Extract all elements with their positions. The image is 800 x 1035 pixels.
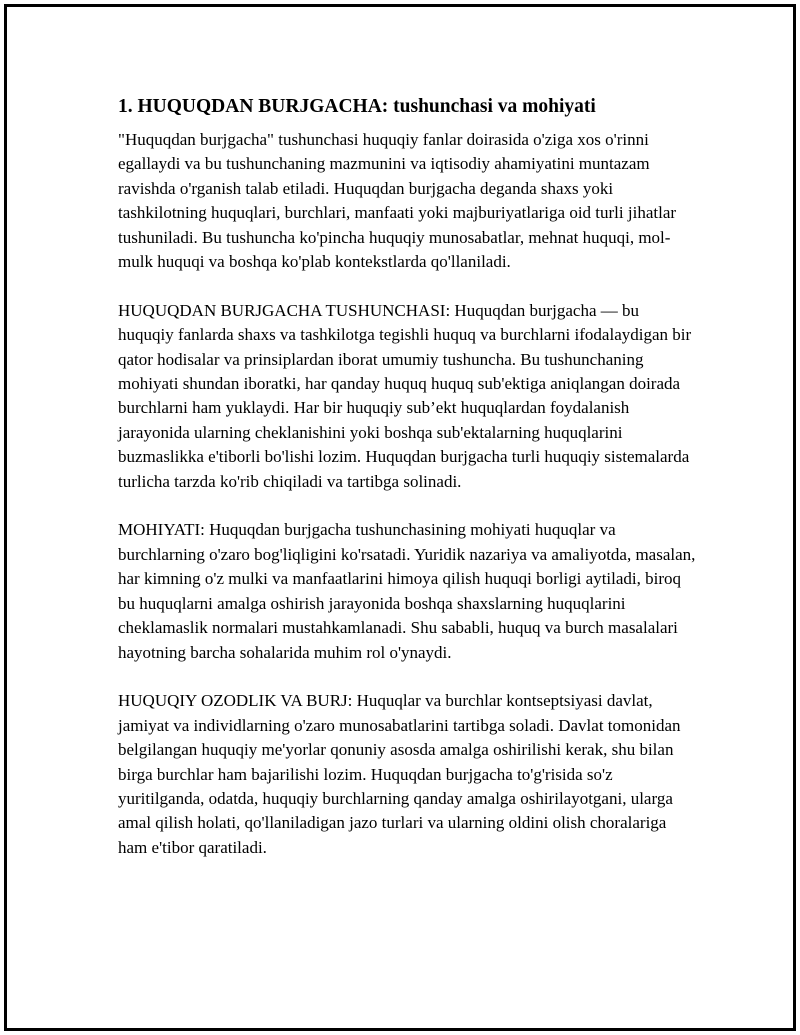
- paragraph-essence: MOHIYATI: Huquqdan burjgacha tushunchasining mohiyati huquqlar va burchlarning o'zaro bog'liqligini ko'rsatadi. Yuridik nazariya va amaliyotda, masalan, har kimning o'z mulki va manfaatlarini himoya qilish huquqi borligi aytiladi, biroq bu huquqlarni amalga oshirish jarayonida boshqa shaxslarning huquqlarini cheklamaslik normalari mustahkamlanadi. Shu sababli, huquq va burch masalalari hayotning barcha sohalarida muhim rol o'ynaydi.: [118, 520, 696, 662]
- document-title: 1. HUQUQDAN BURJGACHA: tushunchasi va mohiyati: [118, 96, 596, 117]
- paragraph-legal-freedom: HUQUQIY OZODLIK VA BURJ: Huquqlar va burchlar kontseptsiyasi davlat, jamiyat va individlarning o'zaro munosabatlarini tartibga soladi. Davlat tomonidan belgilangan huquqiy me'yorlar qonuniy asosda amalga oshirilishi kerak, shu bilan birga burchlar ham bajarilishi lozim. Huquqdan burjgacha to'g'risida so'z yuritilganda, odatda, huquqiy burchlarning qanday amalga oshirilayotgani, ularga amal qilish holati, qo'llaniladigan jazo turlari va ularning oldini olish choralariga ham e'tibor qaratiladi.: [118, 691, 681, 857]
- document-body: [118, 94, 698, 885]
- paragraph-concept: HUQUQDAN BURJGACHA TUSHUNCHASI: Huquqdan burjgacha — bu huquqiy fanlarda shaxs va tashkilotga tegishli huquq va burchlarni ifodalaydigan bir qator hodisalar va prinsiplardan iborat umumiy tushuncha. Bu tushunchaning mohiyati shundan iboratki, har qanday huquq huquq sub'ektiga aniqlangan doirada burchlarni ham yuklaydi. Har bir huquqiy sub’ekt huquqlardan foydalanish jarayonida ularning cheklanishini yoki boshqa sub'ektalarning huquqlarini buzmaslikka e'tiborli bo'lishi lozim. Huquqdan burjgacha turli huquqiy sistemalarda turlicha tarzda ko'rib chiqiladi va tartibga solinadi.: [118, 300, 692, 491]
- paragraph-intro: "Huquqdan burjgacha" tushunchasi huquqiy fanlar doirasida o'ziga xos o'rinni egallaydi va bu tushunchaning mazmunini va iqtisodiy ahamiyatini muntazam ravishda o'rganish talab etiladi. Huquqdan burjgacha deganda shaxs yoki tashkilotning huquqlari, burchlari, manfaati yoki majburiyatlariga oid turli jihatlar tushuniladi. Bu tushuncha ko'pincha huquqiy munosabatlar, mehnat huquqi, mol-mulk huquqi va boshqa ko'plab kontekstlarda qo'llaniladi.: [118, 130, 677, 272]
